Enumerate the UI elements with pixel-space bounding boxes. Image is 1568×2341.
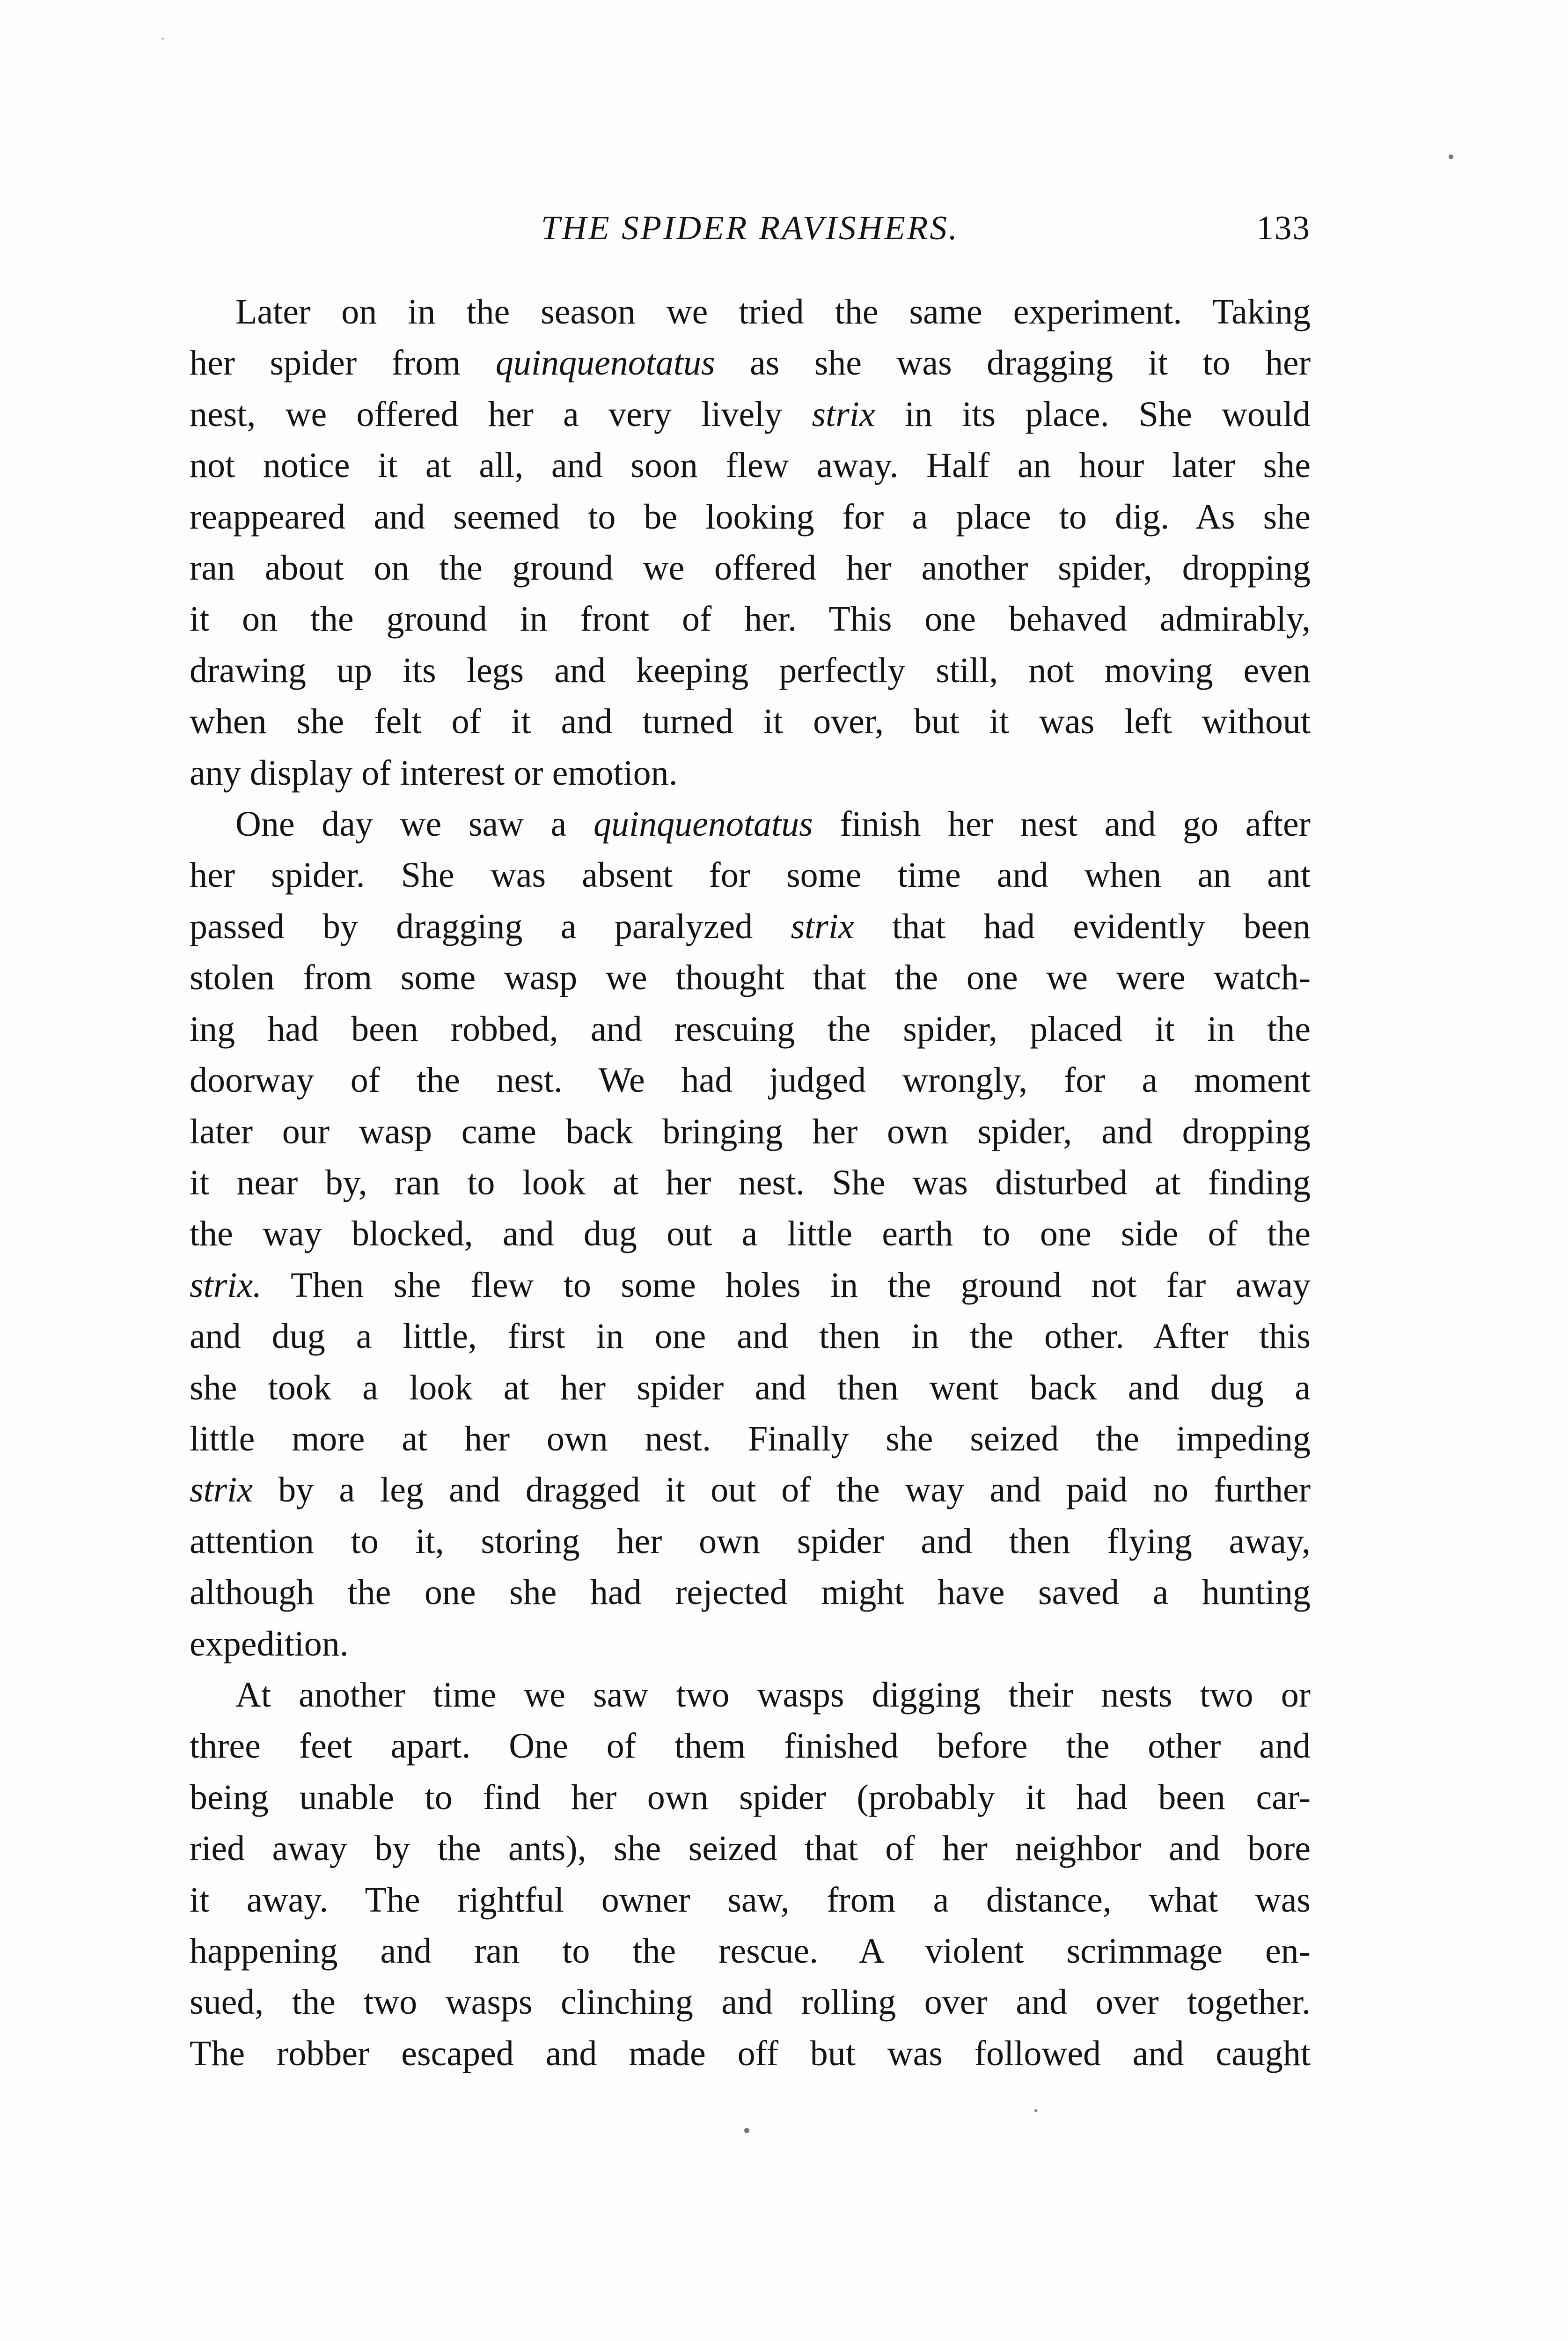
text-run: One day we saw a [235, 804, 594, 844]
text-run: doorway of the nest. We had judged wrongly, for a moment [190, 1060, 1311, 1100]
text-line [190, 1260, 1311, 1311]
text-line [190, 1977, 1311, 2028]
text-run: not notice it at all, and soon flew away. Half an hour later she [190, 446, 1311, 486]
text-line [190, 389, 1311, 440]
text-run: although the one she had rejected might have saved a hunting [190, 1573, 1311, 1612]
text-run: sued, the two wasps clinching and rolling over and over together. [190, 1982, 1311, 2022]
text-run: The robber escaped and made off but was followed and caught [190, 2033, 1311, 2073]
italic-term: strix [812, 394, 875, 434]
text-line [190, 645, 1311, 696]
text-run: it away. The rightful owner saw, from a distance, what was [190, 1880, 1311, 1920]
text-run: nest, we offered her a very lively [190, 394, 812, 434]
text-line [190, 1721, 1311, 1772]
text-run: finish her nest and go after [813, 804, 1311, 844]
text-run: the way blocked, and dug out a little earth to one side of the [190, 1214, 1311, 1254]
paragraph [190, 1670, 1311, 2079]
text-line [190, 952, 1311, 1003]
text-run: as she was dragging it to her [715, 343, 1311, 383]
italic-term: quinquenotatus [495, 343, 715, 383]
text-line [190, 1619, 1311, 1670]
text-line [190, 1106, 1311, 1157]
text-line [190, 543, 1311, 594]
text-run: being unable to find her own spider (probably it had been car- [190, 1777, 1311, 1817]
text-line [190, 1157, 1311, 1208]
text-run: reappeared and seemed to be looking for a place to dig. As she [190, 497, 1311, 537]
text-line [190, 1311, 1311, 1362]
text-line [190, 1567, 1311, 1618]
paragraph [190, 287, 1311, 799]
text-line [190, 492, 1311, 543]
text-line [190, 1362, 1311, 1413]
text-line [190, 1772, 1311, 1823]
running-head [190, 194, 1311, 255]
text-line [190, 440, 1311, 491]
text-line [190, 1004, 1311, 1055]
text-run: her spider from [190, 343, 496, 383]
text-run: ran about on the ground we offered her another spider, dropping [190, 548, 1311, 588]
italic-term: quinquenotatus [593, 804, 813, 844]
text-line [190, 287, 1311, 338]
scan-speck [161, 37, 164, 40]
text-line [190, 1208, 1311, 1259]
text-run: drawing up its legs and keeping perfectly still, not moving even [190, 650, 1311, 690]
text-line [190, 696, 1311, 747]
text-run: attention to it, storing her own spider and then flying away, [190, 1521, 1311, 1561]
text-line [190, 1413, 1311, 1465]
text-line [190, 901, 1311, 952]
text-run: when she felt of it and turned it over, but it was left without [190, 702, 1311, 742]
text-line [190, 799, 1311, 850]
text-run: any display of interest or emotion. [190, 753, 678, 793]
text-run: expedition. [190, 1624, 349, 1664]
text-run: three feet apart. One of them finished before the other and [190, 1726, 1311, 1766]
text-run: stolen from some wasp we thought that the one we were watch- [190, 958, 1311, 998]
text-run: she took a look at her spider and then went back and dug a [190, 1368, 1311, 1407]
text-run: ried away by the ants), she seized that of her neighbor and bore [190, 1829, 1311, 1869]
text-line [190, 1926, 1311, 1977]
text-line [190, 594, 1311, 645]
italic-term: strix [791, 906, 854, 946]
text-run: that had evidently been [854, 906, 1311, 946]
text-line [190, 1465, 1311, 1516]
text-line [190, 2028, 1311, 2079]
text-line [190, 1875, 1311, 1926]
text-line [190, 338, 1311, 389]
text-run: Later on in the season we tried the same experiment. Taking [235, 292, 1311, 331]
text-run: little more at her own nest. Finally she seized the impeding [190, 1419, 1311, 1458]
text-run: Then she flew to some holes in the ground not far away [262, 1265, 1311, 1305]
text-run: passed by dragging a paralyzed [190, 906, 791, 946]
text-line [190, 1823, 1311, 1874]
text-run: ing had been robbed, and rescuing the spider, placed it in the [190, 1009, 1311, 1049]
scan-speck [744, 2128, 749, 2133]
text-run: and dug a little, first in one and then in the other. After this [190, 1317, 1311, 1356]
text-run: it near by, ran to look at her nest. She was disturbed at finding [190, 1163, 1311, 1202]
scan-speck [1449, 155, 1453, 159]
scan-speck [1034, 2109, 1037, 2112]
page-number: 133 [1256, 209, 1311, 247]
text-line [190, 850, 1311, 901]
paragraph [190, 799, 1311, 1670]
italic-term: strix. [190, 1265, 262, 1305]
text-line [190, 1055, 1311, 1106]
text-run: later our wasp came back bringing her own spider, and dropping [190, 1112, 1311, 1151]
body-text [190, 287, 1311, 2079]
text-run: her spider. She was absent for some time and when an ant [190, 855, 1311, 895]
text-line [190, 1516, 1311, 1567]
text-run: it on the ground in front of her. This one behaved admirably, [190, 599, 1311, 639]
italic-term: strix [190, 1470, 253, 1510]
text-line [190, 748, 1311, 799]
text-run: by a leg and dragged it out of the way and paid no further [253, 1470, 1311, 1510]
text-run: happening and ran to the rescue. A violent scrimmage en- [190, 1931, 1311, 1971]
text-run: At another time we saw two wasps digging their nests two or [235, 1675, 1311, 1715]
text-line [190, 1670, 1311, 1721]
running-title: THE SPIDER RAVISHERS. [541, 209, 960, 247]
text-run: in its place. She would [875, 394, 1311, 434]
